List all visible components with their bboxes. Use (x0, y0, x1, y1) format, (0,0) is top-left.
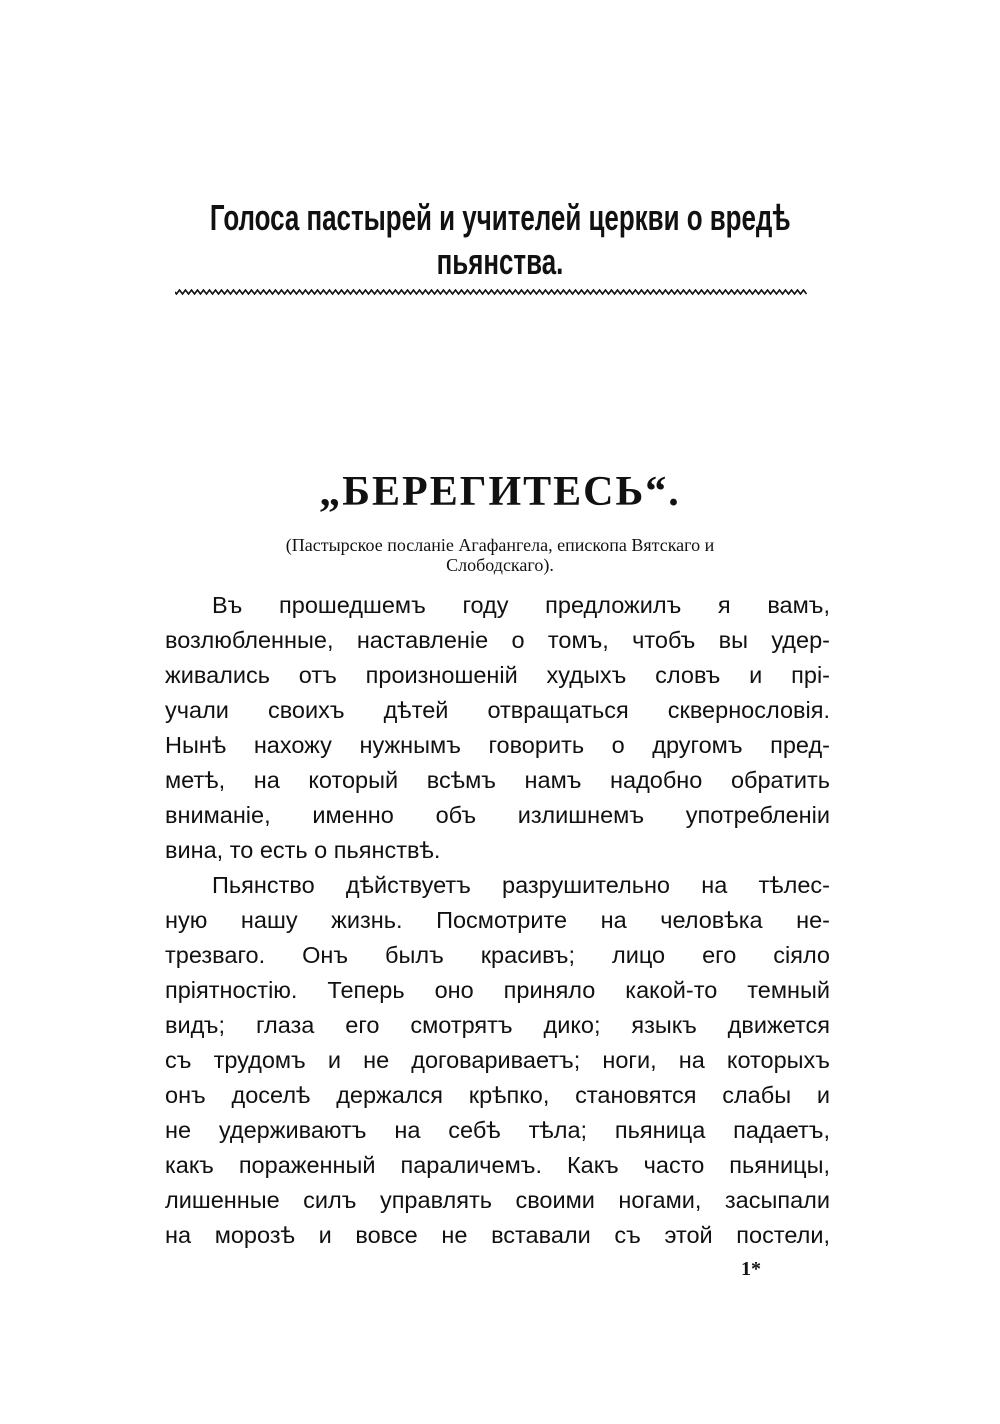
section-title-text: Голоса пастырей и учителей церкви о вредѣ (209, 197, 791, 238)
paragraph-2-line: видъ; глаза его смотрятъ дико; языкъ движется (165, 1012, 830, 1038)
article-body (165, 588, 830, 1253)
paragraph-1-line: живались отъ произношеній худыхъ словъ и прі- (165, 662, 830, 688)
article-title: „БЕРЕГИТЕСЬ“. (319, 469, 681, 515)
paragraph-1-line: вниманіе, именно объ излишнемъ употребленіи (165, 802, 830, 828)
paragraph-2-line: трезваго. Онъ былъ красивъ; лицо его сіяло (165, 942, 830, 968)
paragraph-1-line: метѣ, на который всѣмъ намъ надобно обратить (165, 767, 830, 793)
paragraph-2-line: Пьянство дѣйствуетъ разрушительно на тѣлес- (212, 872, 830, 898)
paragraph-2-line: съ трудомъ и не договариваетъ; ноги, на которыхъ (165, 1047, 830, 1073)
paragraph-2-line: онъ доселѣ держался крѣпко, становятся слабы и (165, 1082, 830, 1108)
page-signature: 1* (741, 1258, 761, 1280)
paragraph-1-line: возлюбленные, наставленіе о томъ, чтобъ вы удер- (165, 627, 830, 653)
paragraph-2-line: ную нашу жизнь. Посмотрите на человѣка не- (165, 907, 830, 933)
paragraph-1-line: Въ прошедшемъ году предложилъ я вамъ, (212, 592, 830, 618)
paragraph-2-line: на морозѣ и вовсе не вставали съ этой постели, (165, 1222, 830, 1248)
paragraph-1-line: учали своихъ дѣтей отвращаться сквернословія. (165, 697, 830, 723)
paragraph-2-line: какъ пораженный параличемъ. Какъ часто пьяницы, (165, 1152, 830, 1178)
paragraph-2-line: лишенные силъ управлять своими ногами, засыпали (165, 1187, 830, 1213)
article-subtitle-line-1: (Пастырское посланіе Агафангела, епископа Вятскаго и (285, 535, 715, 555)
paragraph-1-line: Нынѣ нахожу нужнымъ говорить о другомъ пред- (165, 732, 830, 758)
section-title-line-1 (0, 196, 1000, 239)
section-title-text: пьянства. (436, 241, 564, 282)
wavy-divider (175, 289, 808, 295)
section-title-line-2 (0, 240, 1000, 283)
paragraph-2-line: пріятностію. Теперь оно приняло какой-то темный (165, 977, 830, 1003)
paragraph-1-line: вина, то есть о пьянствѣ. (165, 837, 441, 863)
paragraph-2-line: не удерживаютъ на себѣ тѣла; пьяница падаетъ, (165, 1117, 830, 1143)
article-subtitle-line-2: Слободскаго). (446, 555, 554, 575)
